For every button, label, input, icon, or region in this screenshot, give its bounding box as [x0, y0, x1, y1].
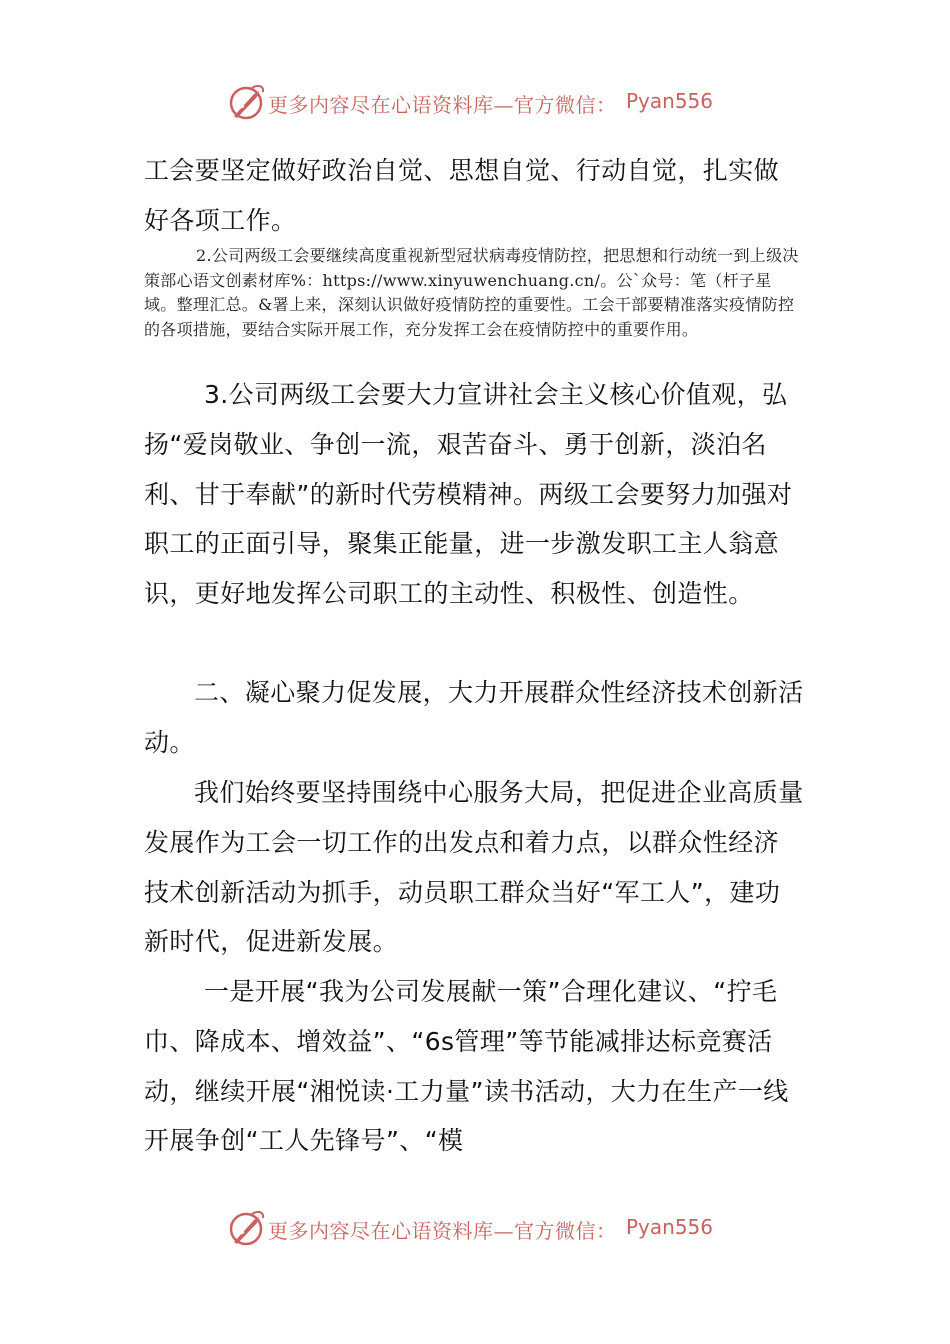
paragraph-5: 我们始终要坚持围绕中心服务大局，把促进企业高质量发展作为工会一切工作的出发点和着力点，以群众性经济技术创新活动为抓手，动员职工群众当好“军工人”，建功新时代，促进新发展。 [144, 778, 804, 957]
watermark-text: 更多内容尽在心语资料库—官方微信： [268, 93, 617, 117]
pen-circle-logo-icon [228, 82, 268, 122]
watermark-text: 更多内容尽在心语资料库—官方微信： [268, 1219, 617, 1243]
watermark-account: Pyan556 [626, 1215, 714, 1239]
paragraph-6: 一是开展“我为公司发展献一策”合理化建议、“拧毛巾、降成本、增效益”、“6s管理”等节能减排达标竞赛活动，继续开展“湘悦读·工力量”读书活动，大力在生产一线开展争创“工人先锋号”、“模 [144, 977, 789, 1156]
section-heading-2: 二、凝心聚力促发展，大力开展群众性经济技术创新活动。 [144, 678, 804, 757]
paragraph-3: 3.公司两级工会要大力宣讲社会主义核心价值观，弘扬“爱岗敬业、争创一流，艰苦奋斗、勇于创新，淡泊名利、甘于奉献”的新时代劳模精神。两级工会要努力加强对职工的正面引导，聚集正能量，进一步激发职工主人翁意识，更好地发挥公司职工的主动性、积极性、创造性。 [144, 380, 793, 609]
paragraph-1: 工会要坚定做好政治自觉、思想自觉、行动自觉，扎实做好各项工作。 [144, 156, 780, 235]
header-watermark [0, 80, 950, 128]
pen-circle-logo-icon [228, 1208, 268, 1248]
watermark-account: Pyan556 [626, 89, 714, 113]
footer-watermark [0, 1206, 950, 1254]
paragraph-2-small: 2.公司两级工会要继续高度重视新型冠状病毒疫情防控，把思想和行动统一到上级决策部心语文创素材库%：https://www.xinyuwenchuang.cn/。公`众号：笔（杆子星域。整理汇总。&署上来，深刻认识做好疫情防控的重要性。工会干部要精准落实疫情防控的各项措施，要结合实际开展工作，充分发挥工会在疫情防控中的重要作用。 [144, 246, 799, 339]
